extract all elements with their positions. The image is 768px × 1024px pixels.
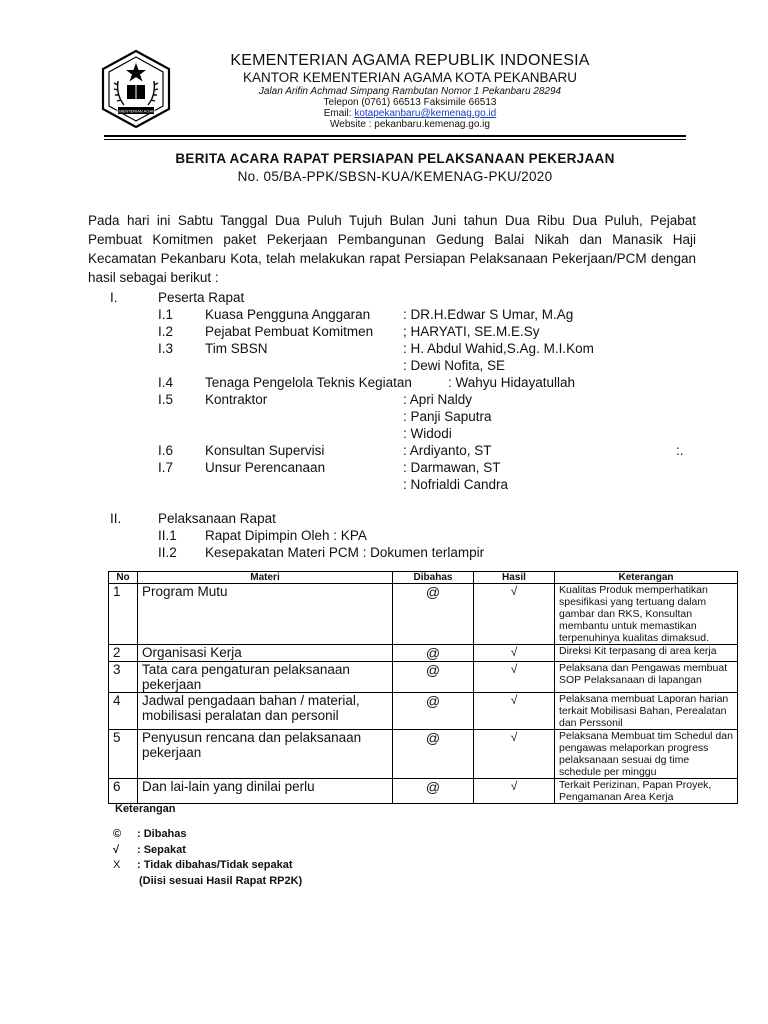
legend-symbol: X — [113, 859, 121, 871]
cell-no: 3 — [109, 662, 138, 693]
cell-materi: Penyusun rencana dan pelaksanaan pekerjaan — [138, 730, 393, 779]
item-value: : DR.H.Edwar S Umar, M.Ag — [403, 307, 574, 322]
item-number: I.3 — [158, 341, 174, 356]
opening-paragraph: Pada hari ini Sabtu Tanggal Dua Puluh Tujuh Bulan Juni tahun Dua Ribu Dua Puluh, Pejabat Pembuat Komitmen paket Pekerjaan Pembangunan Gedung Balai Nikah dan Manasik Haji Kecamatan Pekanbaru Kota, telah melakukan rapat Persiapan Pelaksanaan Pekerjaan/PCM dengan hasil sebagai berikut : — [88, 213, 696, 285]
cell-keterangan: Terkait Perizinan, Papan Proyek, Pengamanan Area Kerja — [555, 779, 738, 804]
cell-no: 1 — [109, 584, 138, 645]
cell-dibahas: @ — [393, 693, 474, 730]
item-text: Kesepakatan Materi PCM : Dokumen terlampir — [205, 545, 485, 560]
cell-materi: Dan lai-lain yang dinilai perlu — [138, 779, 393, 804]
cell-materi: Organisasi Kerja — [138, 645, 393, 662]
legend-text: : Sepakat — [137, 844, 186, 856]
table-row — [109, 584, 738, 645]
header-hasil: Hasil — [474, 572, 555, 584]
table-row — [109, 662, 738, 693]
stray-mark: :. — [676, 443, 684, 458]
header-rule-thin — [104, 139, 686, 140]
office-email-line — [180, 108, 640, 119]
cell-keterangan: Kualitas Produk memperhatikan spesifikasi yang tertuang dalam gambar dan RKS, Konsultan membantu untuk memastikan terpenuhinya kualitas dimaksud. — [555, 584, 738, 645]
legend-symbol: √ — [113, 844, 120, 856]
cell-dibahas: @ — [393, 779, 474, 804]
section1-number: I. — [110, 290, 118, 305]
item-value: : Panji Saputra — [403, 409, 492, 424]
legend-symbol: © — [113, 828, 122, 840]
item-number: I.4 — [158, 375, 174, 390]
item-number: I.6 — [158, 443, 174, 458]
cell-hasil: √ — [474, 584, 555, 645]
cell-dibahas: @ — [393, 645, 474, 662]
document-title: BERITA ACARA RAPAT PERSIAPAN PELAKSANAAN PEKERJAAN — [175, 151, 615, 166]
section2-title: Pelaksanaan Rapat — [158, 511, 276, 526]
item-number: I.7 — [158, 460, 174, 475]
legend-title: Keterangan — [115, 803, 176, 815]
item-label: Konsultan Supervisi — [205, 443, 325, 458]
table-row — [109, 645, 738, 662]
item-value: : Ardiyanto, ST — [403, 443, 492, 458]
item-number: I.1 — [158, 307, 174, 322]
item-label: Kuasa Pengguna Anggaran — [205, 307, 371, 322]
office-phone: Telepon (0761) 66513 Faksimile 66513 — [323, 97, 497, 108]
item-label: Pejabat Pembuat Komitmen — [205, 324, 374, 339]
item-text: Rapat Dipimpin Oleh : KPA — [205, 528, 367, 543]
table-row — [109, 779, 738, 804]
item-value: : Wahyu Hidayatullah — [448, 375, 576, 390]
cell-no: 4 — [109, 693, 138, 730]
document-number: No. 05/BA-PPK/SBSN-KUA/KEMENAG-PKU/2020 — [237, 169, 553, 184]
cell-keterangan: Pelaksana membuat Laporan harian terkait Mobilisasi Bahan, Perealatan dan Perssonil — [555, 693, 738, 730]
item-number: II.2 — [158, 545, 177, 560]
ministry-logo — [96, 49, 176, 129]
cell-keterangan: Direksi Kit terpasang di area kerja — [555, 645, 738, 662]
cell-hasil: √ — [474, 730, 555, 779]
header-materi: Materi — [138, 572, 393, 584]
cell-materi: Program Mutu — [138, 584, 393, 645]
cell-no: 2 — [109, 645, 138, 662]
item-value: : Widodi — [403, 426, 452, 441]
item-number: II.1 — [158, 528, 177, 543]
cell-dibahas: @ — [393, 730, 474, 779]
table-row — [109, 730, 738, 779]
item-label: Tim SBSN — [205, 341, 268, 356]
cell-hasil: √ — [474, 779, 555, 804]
cell-hasil: √ — [474, 645, 555, 662]
item-number: I.5 — [158, 392, 174, 407]
item-label: Unsur Perencanaan — [205, 460, 326, 475]
header-rule-thick — [104, 135, 686, 137]
section1-title: Peserta Rapat — [158, 290, 245, 305]
cell-no: 6 — [109, 779, 138, 804]
item-value: ; HARYATI, SE.M.E.Sy — [403, 324, 540, 339]
legend-note: (Diisi sesuai Hasil Rapat RP2K) — [139, 875, 303, 887]
item-number: I.2 — [158, 324, 174, 339]
cell-keterangan: Pelaksana Membuat tim Schedul dan pengawas melaporkan progress pelaksanaan sesuai dg time schedule per minggu — [555, 730, 738, 779]
cell-materi: Tata cara pengaturan pelaksanaan pekerjaan — [138, 662, 393, 693]
table-header-row — [109, 572, 738, 584]
email-label: Email: — [323, 108, 355, 119]
item-label: Kontraktor — [205, 392, 268, 407]
item-value: : H. Abdul Wahid,S.Ag. M.I.Kom — [403, 341, 594, 356]
item-label: Tenaga Pengelola Teknis Kegiatan — [205, 375, 412, 390]
cell-dibahas: @ — [393, 662, 474, 693]
legend-text: : Tidak dibahas/Tidak sepakat — [137, 859, 293, 871]
header-dibahas: Dibahas — [393, 572, 474, 584]
svg-text:KEMENTERIAN AGAMA: KEMENTERIAN AGAMA — [113, 108, 159, 114]
header-no: No — [109, 572, 138, 584]
cell-materi: Jadwal pengadaan bahan / material, mobilisasi peralatan dan personil — [138, 693, 393, 730]
cell-no: 5 — [109, 730, 138, 779]
office-address: Jalan Arifin Achmad Simpang Rambutan Nomor 1 Pekanbaru 28294 — [258, 86, 562, 97]
section2-number: II. — [110, 511, 122, 526]
email-link[interactable]: kotapekanbaru@kemenag.go.id — [354, 108, 497, 119]
header-keterangan: Keterangan — [555, 572, 738, 584]
pcm-table — [108, 571, 738, 804]
legend-text: : Dibahas — [137, 828, 187, 840]
cell-hasil: √ — [474, 693, 555, 730]
cell-dibahas: @ — [393, 584, 474, 645]
cell-hasil: √ — [474, 662, 555, 693]
item-value: : Nofrialdi Candra — [403, 477, 509, 492]
item-value: : Dewi Nofita, SE — [403, 358, 506, 373]
table-row — [109, 693, 738, 730]
ministry-name: KEMENTERIAN AGAMA REPUBLIK INDONESIA — [230, 52, 590, 69]
office-website: Website : pekanbaru.kemenag.go.ig — [330, 119, 490, 130]
office-name: KANTOR KEMENTERIAN AGAMA KOTA PEKANBARU — [242, 70, 578, 85]
item-value: : Darmawan, ST — [403, 460, 501, 475]
item-value: : Apri Naldy — [403, 392, 473, 407]
cell-keterangan: Pelaksana dan Pengawas membuat SOP Pelaksanaan di lapangan — [555, 662, 738, 693]
